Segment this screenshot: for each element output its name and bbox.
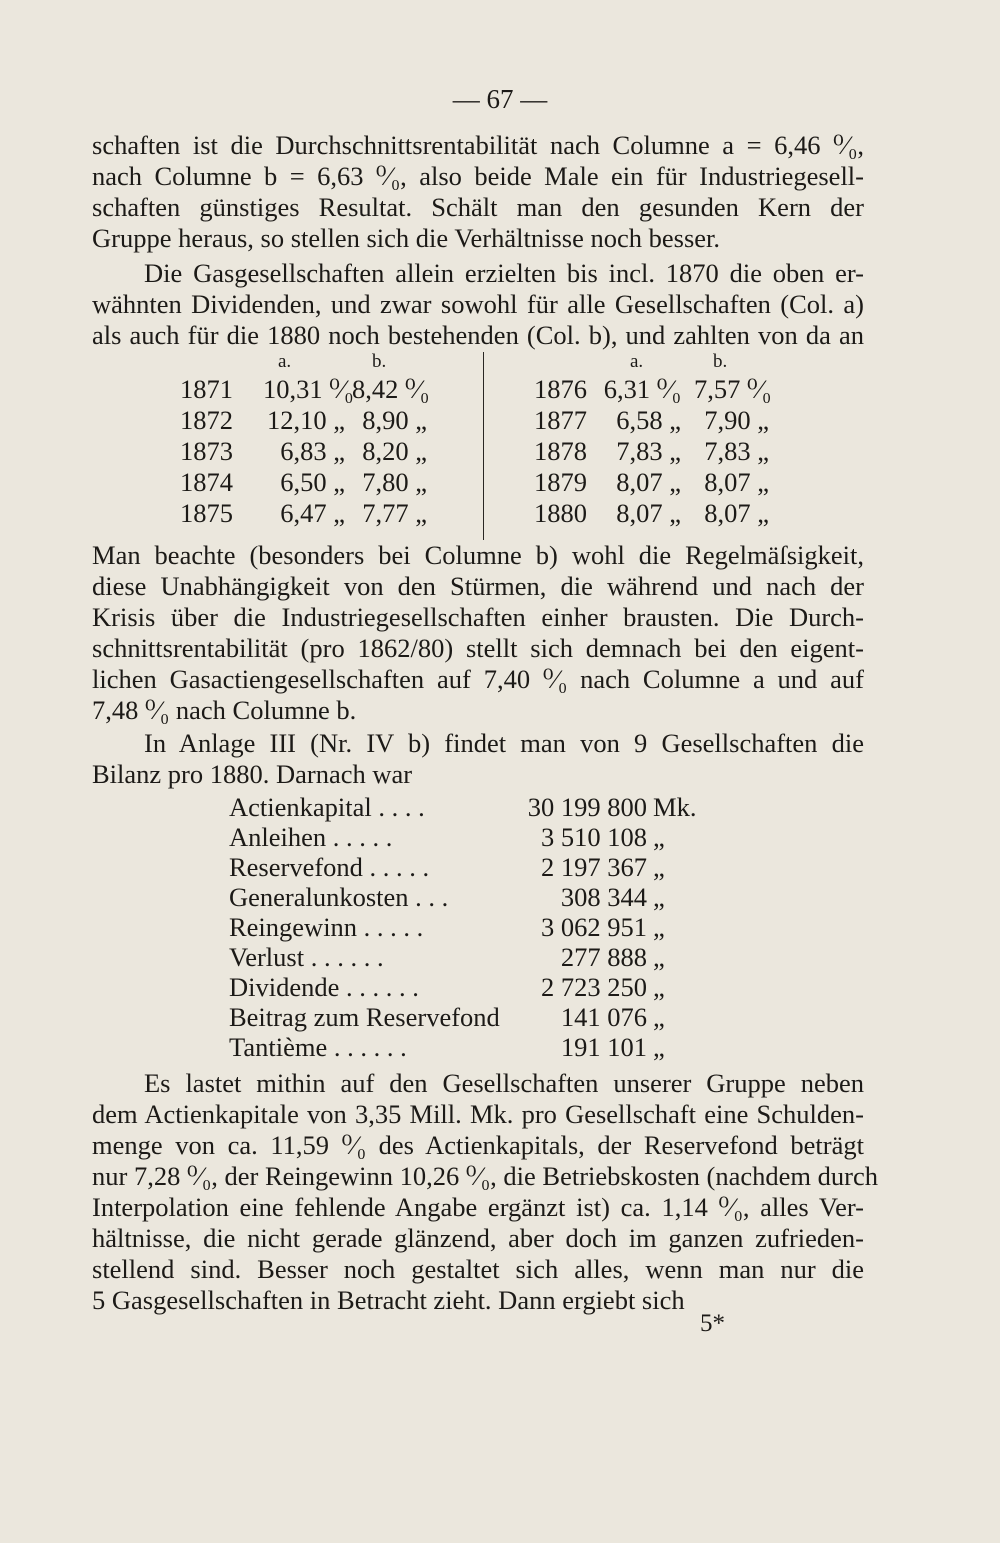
balance-row: [0, 1032, 1000, 1063]
balance-value: 141 076: [560, 1002, 647, 1032]
balance-row: [0, 822, 1000, 853]
balance-label: Reservefond . . . . .: [229, 852, 430, 882]
balance-value: 2 197 367: [541, 852, 647, 882]
balance-row: [0, 792, 1000, 823]
balance-label: Reingewinn . . . . .: [229, 912, 424, 942]
balance-label: Anleihen . . . . .: [229, 822, 393, 852]
text-line: Man beachte (besonders bei Columne b) wohl die Regelmäſsigkeit,: [92, 540, 864, 570]
column-header-b: b.: [372, 351, 387, 372]
balance-row: [0, 852, 1000, 883]
text-line: menge von ca. 11,59 ⁰⁄₀ des Actienkapitals, der Reservefond beträgt: [92, 1130, 864, 1160]
text-line: nur 7,28 ⁰⁄₀, der Reingewinn 10,26 ⁰⁄₀, die Betriebskosten (nachdem durch: [92, 1161, 878, 1191]
paragraph-schuldenmenge: [92, 1068, 878, 1316]
table-row: [0, 467, 1000, 498]
year-cell: 1879: [534, 467, 587, 497]
page-number: — 67 —: [452, 84, 548, 114]
value-b-cell: 8,07 „: [704, 467, 769, 497]
paragraph-gasgesellschaften: [92, 258, 864, 351]
balance-label: Dividende . . . . . .: [229, 972, 419, 1002]
value-a-cell: 8,07 „: [616, 467, 681, 497]
balance-row: [0, 1002, 1000, 1033]
year-cell: 1874: [180, 467, 233, 497]
balance-unit: „: [653, 942, 665, 972]
paragraph-anlage: [92, 728, 864, 790]
value-b-cell: 7,80 „: [362, 467, 427, 497]
year-cell: 1871: [180, 374, 233, 404]
balance-label: Verlust . . . . . .: [229, 942, 384, 972]
value-b-cell: 7,83 „: [704, 436, 769, 466]
text-line: 5 Gasgesellschaften in Betracht zieht. Dann ergiebt sich: [92, 1285, 685, 1315]
signature-mark: 5*: [700, 1310, 725, 1337]
value-b-cell: 8,20 „: [362, 436, 427, 466]
text-line: als auch für die 1880 noch bestehenden (Col. b), und zahlten von da an: [92, 320, 864, 350]
balance-value: 308 344: [560, 882, 647, 912]
value-b-cell: 7,90 „: [704, 405, 769, 435]
column-header-a: a.: [278, 351, 292, 372]
table-row: [0, 436, 1000, 467]
value-b-cell: 8,42 ⁰⁄₀: [352, 374, 430, 404]
year-cell: 1876: [534, 374, 587, 404]
balance-label: Tantième . . . . . .: [229, 1032, 407, 1062]
value-a-cell: 6,47 „: [280, 498, 345, 528]
text-line: In Anlage III (Nr. IV b) findet man von 9 Gesellschaften die: [144, 728, 864, 758]
balance-label: Generalunkosten . . .: [229, 882, 449, 912]
balance-value: 3 510 108: [541, 822, 647, 852]
text-line: 7,48 ⁰⁄₀ nach Columne b.: [92, 695, 357, 725]
year-cell: 1878: [534, 436, 587, 466]
balance-unit: „: [653, 822, 665, 852]
year-cell: 1872: [180, 405, 233, 435]
paragraph-regelmaessigkeit: [92, 540, 864, 726]
balance-unit: „: [653, 882, 665, 912]
year-cell: 1880: [534, 498, 587, 528]
year-cell: 1873: [180, 436, 233, 466]
column-header-b: b.: [713, 351, 728, 372]
text-line: dem Actienkapitale von 3,35 Mill. Mk. pro Gesellschaft eine Schulden-: [92, 1099, 864, 1129]
balance-value: 3 062 951: [541, 912, 647, 942]
column-header-a: a.: [630, 351, 644, 372]
year-cell: 1875: [180, 498, 233, 528]
balance-row: [0, 912, 1000, 943]
balance-unit: „: [653, 1002, 665, 1032]
text-line: Gruppe heraus, so stellen sich die Verhältnisse noch besser.: [92, 223, 721, 253]
balance-label: Beitrag zum Reservefond: [229, 1002, 500, 1032]
text-line: Interpolation eine fehlende Angabe ergänzt ist) ca. 1,14 ⁰⁄₀, alles Ver-: [92, 1192, 864, 1222]
balance-unit: Mk.: [653, 792, 697, 822]
value-b-cell: 8,90 „: [362, 405, 427, 435]
value-a-cell: 10,31 ⁰⁄₀: [263, 374, 354, 404]
text-line: hältnisse, die nicht gerade glänzend, aber doch im ganzen zufrieden-: [92, 1223, 864, 1253]
table-row: [0, 405, 1000, 436]
value-a-cell: 7,83 „: [616, 436, 681, 466]
balance-value: 191 101: [560, 1032, 647, 1062]
balance-unit: „: [653, 1032, 665, 1062]
value-b-cell: 8,07 „: [704, 498, 769, 528]
text-line: Krisis über die Industriegesellschaften einher brausten. Die Durch-: [92, 602, 864, 632]
text-line: diese Unabhängigkeit von den Stürmen, die während und nach der: [92, 571, 864, 601]
text-line: schaften ist die Durchschnittsrentabilität nach Columne a = 6,46 ⁰⁄₀,: [92, 130, 864, 160]
dividend-table: [0, 350, 1000, 540]
value-b-cell: 7,57 ⁰⁄₀: [694, 374, 772, 404]
text-line: Bilanz pro 1880. Darnach war: [92, 759, 413, 789]
text-line: nach Columne b = 6,63 ⁰⁄₀, also beide Male ein für Industriegesell-: [92, 161, 864, 191]
text-line: schnittsrentabilität (pro 1862/80) stellt sich demnach bei den eigent-: [92, 633, 864, 663]
balance-unit: „: [653, 972, 665, 1002]
balance-value: 277 888: [560, 942, 647, 972]
paragraph-rentabilitaet: [92, 130, 864, 254]
balance-unit: „: [653, 912, 665, 942]
balance-value: 30 199 800: [527, 792, 647, 822]
value-b-cell: 7,77 „: [362, 498, 427, 528]
value-a-cell: 6,31 ⁰⁄₀: [603, 374, 681, 404]
value-a-cell: 6,50 „: [280, 467, 345, 497]
text-line: lichen Gasactiengesellschaften auf 7,40 ⁰⁄₀ nach Columne a und auf: [92, 664, 864, 694]
text-line: stellend sind. Besser noch gestaltet sich alles, wenn man nur die: [92, 1254, 864, 1284]
text-line: Die Gasgesellschaften allein erzielten bis incl. 1870 die oben er-: [144, 258, 864, 288]
text-line: wähnten Dividenden, und zwar sowohl für alle Gesellschaften (Col. a): [92, 289, 864, 319]
text-line: schaften günstiges Resultat. Schält man den gesunden Kern der: [92, 192, 864, 222]
balance-row: [0, 882, 1000, 913]
value-a-cell: 12,10 „: [266, 405, 345, 435]
balance-label: Actienkapital . . . .: [229, 792, 425, 822]
balance-row: [0, 972, 1000, 1003]
balance-unit: „: [653, 852, 665, 882]
year-cell: 1877: [534, 405, 587, 435]
value-a-cell: 6,83 „: [280, 436, 345, 466]
balance-value: 2 723 250: [541, 972, 647, 1002]
value-a-cell: 6,58 „: [616, 405, 681, 435]
value-a-cell: 8,07 „: [616, 498, 681, 528]
table-row: [0, 374, 1000, 405]
table-row: [0, 498, 1000, 529]
balance-row: [0, 942, 1000, 973]
text-line: Es lastet mithin auf den Gesellschaften unserer Gruppe neben: [144, 1068, 864, 1098]
